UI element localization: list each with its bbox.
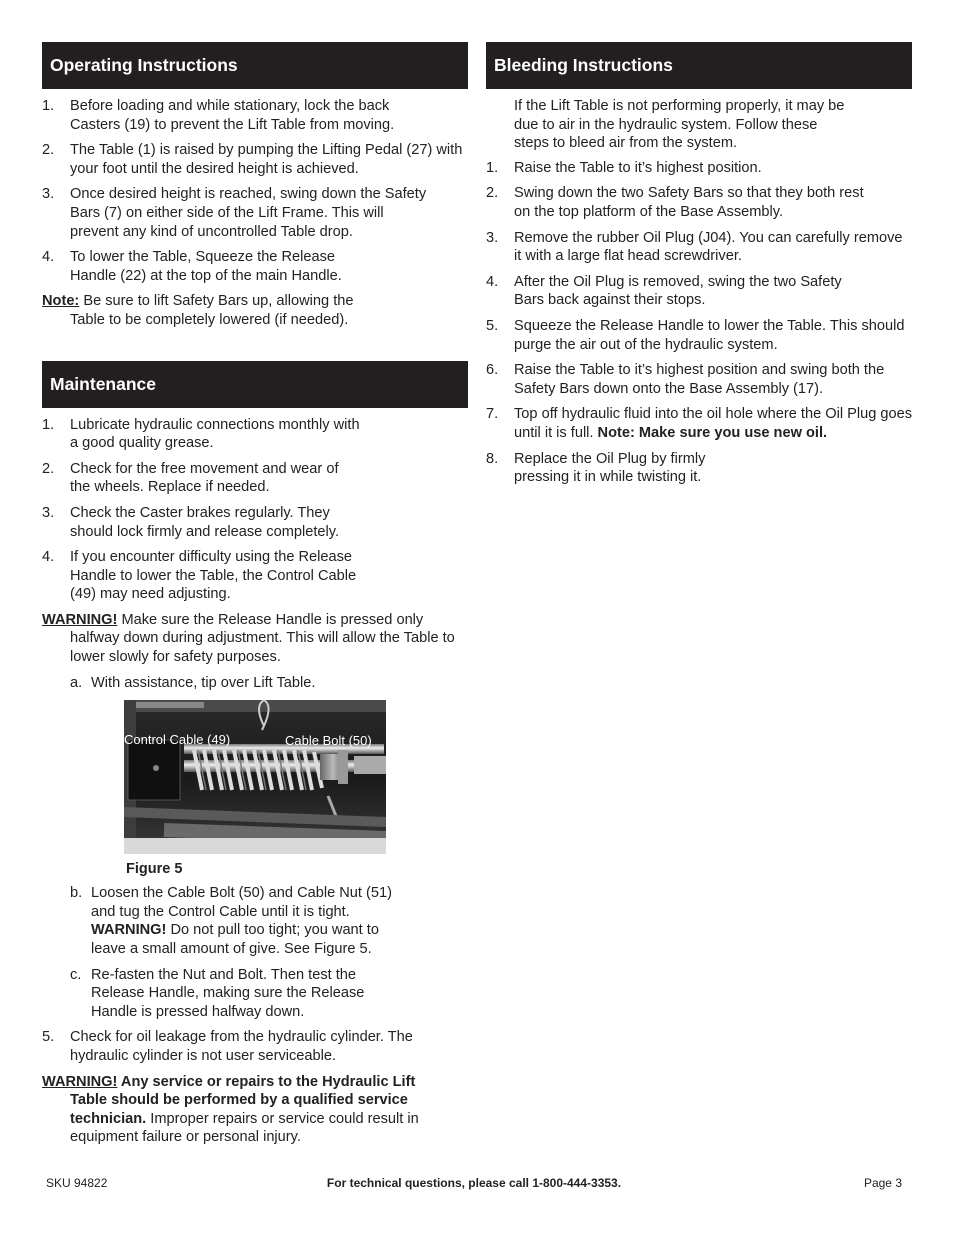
figure-title: Figure 5	[126, 861, 183, 878]
list-item	[42, 416, 360, 453]
sub-step-text-2: Do not pull too tight; you want to leave a small amount of give. See Figure 5.	[91, 922, 379, 958]
sku-number: SKU 94822	[46, 1176, 108, 1190]
item-text: Once desired height is reached, swing down the Safety Bars (7) on either side of the Lift Frame. This will prevent any kind of uncontrolled Table drop.	[70, 186, 427, 240]
list-item	[486, 317, 914, 354]
list-item	[486, 273, 850, 310]
note-label: Note:	[42, 293, 80, 310]
support-phone-text: For technical questions, please call 1-800-444-3353.	[326, 1176, 622, 1190]
maintenance-heading: Maintenance	[42, 361, 468, 408]
right-column	[486, 42, 912, 494]
sub-step-b	[42, 884, 413, 958]
list-item	[486, 159, 894, 178]
item-text: Replace the Oil Plug by firmly pressing it in while twisting it.	[514, 450, 706, 486]
cable-bolt-callout: Cable Bolt (50)	[285, 733, 372, 749]
list-item	[42, 185, 434, 241]
item-text: To lower the Table, Squeeze the Release Handle (22) at the top of the main Handle.	[70, 249, 342, 284]
sub-step-text: With assistance, tip over Lift Table.	[91, 674, 316, 691]
warning-label: WARNING!	[42, 1073, 118, 1090]
list-item	[42, 460, 352, 497]
item-number: 7.	[486, 406, 499, 423]
item-text: Before loading and while stationary, lock the back Casters (19) to prevent the Lift Table from moving.	[70, 98, 395, 133]
sub-step-label: b.	[70, 885, 83, 902]
item-text: If you encounter difficulty using the Release Handle to lower the Table, the Control Cable (49) may need adjusting.	[70, 549, 357, 603]
list-item	[42, 141, 472, 178]
warning-text: Improper repairs or service could result in equipment failure or personal injury.	[70, 1110, 419, 1146]
item-text: After the Oil Plug is removed, swing the two Safety Bars back against their stops.	[514, 273, 842, 309]
cable-adjustment-photo	[124, 700, 386, 854]
item-number: 4.	[42, 549, 55, 566]
item-text: Remove the rubber Oil Plug (J04). You can carefully remove it with a large flat head screwdriver.	[514, 229, 903, 265]
item-number: 4.	[42, 249, 55, 266]
page-number: Page 3	[863, 1176, 902, 1190]
item-number: 1.	[42, 98, 55, 114]
item-number: 2.	[42, 460, 55, 477]
item-number: 5.	[486, 317, 499, 334]
item-number: 2.	[42, 142, 55, 159]
item-number: 8.	[486, 450, 499, 467]
item-text: Lubricate hydraulic connections monthly with a good quality grease.	[70, 416, 360, 452]
left-column	[42, 42, 468, 1154]
sub-step-label: c.	[70, 966, 82, 983]
list-item	[42, 548, 386, 604]
figure-5	[124, 700, 386, 884]
list-item	[486, 229, 906, 266]
service-warning	[42, 1073, 450, 1147]
sub-step-a	[42, 674, 411, 693]
list-item	[42, 97, 442, 134]
item-number: 5.	[42, 1029, 55, 1046]
item-text: Check for oil leakage from the hydraulic cylinder. The hydraulic cylinder is not user serviceable.	[70, 1029, 413, 1064]
control-cable-callout: Control Cable (49)	[124, 732, 231, 748]
item-number: 4.	[486, 273, 499, 290]
list-item	[486, 450, 750, 487]
item-number: 1.	[42, 416, 55, 433]
list-item	[486, 405, 924, 442]
item-number: 3.	[42, 186, 55, 203]
warning-label: WARNING!	[42, 611, 118, 628]
item-number: 3.	[42, 504, 55, 521]
item-number: 1.	[486, 159, 499, 176]
operating-instructions-heading: Operating Instructions	[42, 42, 468, 89]
item-text: The Table (1) is raised by pumping the Lifting Pedal (27) with your foot until the desired height is achieved.	[70, 142, 463, 177]
item-text: Squeeze the Release Handle to lower the Table. This should purge the air out of the hydraulic system.	[514, 317, 905, 353]
sub-step-c	[42, 966, 391, 1022]
item-text: Raise the Table to it’s highest position.	[514, 159, 762, 176]
item-number: 3.	[486, 229, 499, 246]
item-number: 2.	[486, 185, 499, 202]
item-bold-note: Note: Make sure you use new oil.	[597, 424, 828, 441]
list-item	[42, 248, 370, 285]
warning-text: Make sure the Release Handle is pressed only halfway down during adjustment. This will allow the Table to lower slowly for safety purposes.	[70, 611, 455, 666]
item-text: Raise the Table to it’s highest position and swing both the Safety Bars down onto the Base Assembly (17).	[514, 362, 885, 397]
list-item	[42, 1028, 440, 1065]
list-item	[486, 361, 916, 398]
sub-step-warning: WARNING!	[91, 922, 167, 939]
item-text: Check the Caster brakes regularly. They should lock firmly and release completely.	[70, 504, 340, 540]
operating-note	[42, 292, 382, 329]
maintenance-warning	[42, 611, 462, 667]
bleeding-instructions-heading: Bleeding Instructions	[486, 42, 912, 89]
sub-step-text: Loosen the Cable Bolt (50) and Cable Nut (51) and tug the Control Cable until it is tight.	[91, 885, 392, 920]
note-text: Be sure to lift Safety Bars up, allowing the Table to be completely lowered (if needed).	[70, 293, 354, 328]
item-text: Check for the free movement and wear of the wheels. Replace if needed.	[70, 460, 339, 496]
sub-step-text: Re-fasten the Nut and Bolt. Then test the Release Handle, making sure the Release Handle is pressed halfway down.	[91, 966, 365, 1020]
item-text: Top off hydraulic fluid into the oil hole where the Oil Plug goes until it is full.	[514, 406, 913, 441]
item-text: Swing down the two Safety Bars so that they both rest on the top platform of the Base Assembly.	[514, 185, 864, 220]
sub-step-label: a.	[70, 674, 83, 691]
list-item	[42, 504, 368, 541]
warning-bold-text: Any service or repairs to the Hydraulic Lift Table should be performed by a qualified service technician.	[70, 1073, 416, 1127]
list-item	[486, 184, 864, 221]
item-number: 6.	[486, 362, 499, 379]
bleeding-intro: If the Lift Table is not performing properly, it may be due to air in the hydraulic system. Follow these steps to bleed air from the system.	[514, 98, 845, 152]
